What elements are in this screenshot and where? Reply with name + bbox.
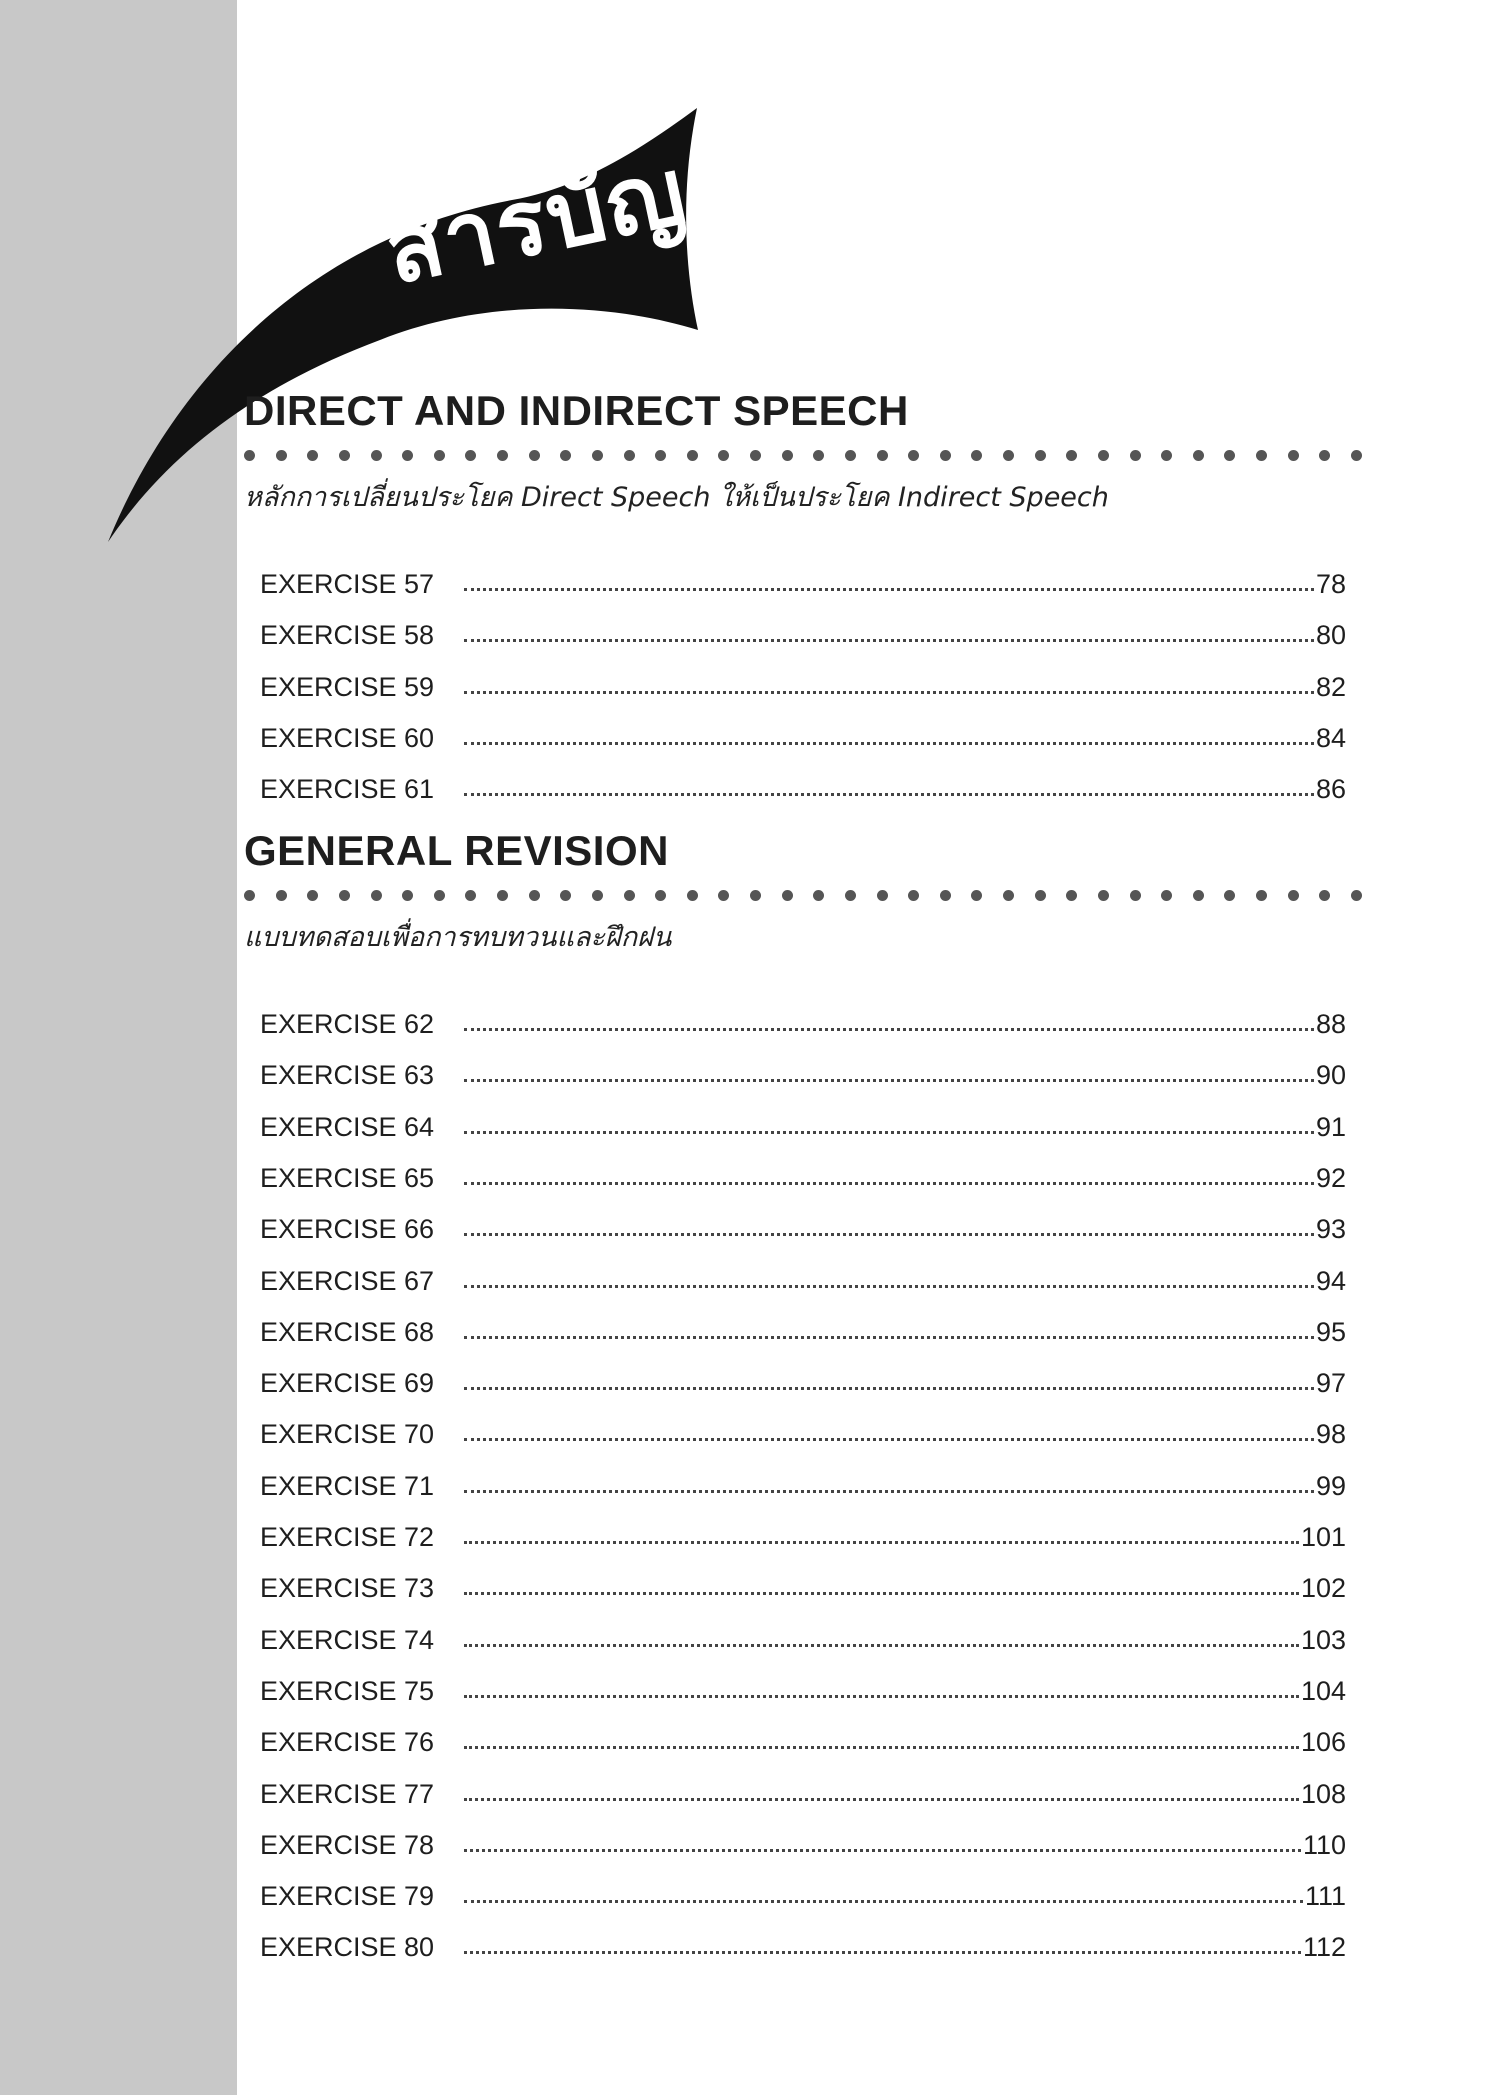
dot-leader [464,1951,1301,1954]
divider-dot [750,890,761,901]
toc-entry[interactable] [260,1564,1346,1604]
divider-dot [813,450,824,461]
dot-leader [464,1849,1301,1852]
toc-entry[interactable] [260,1051,1346,1091]
toc-entry[interactable] [260,1923,1346,1963]
dot-leader [464,1644,1299,1647]
divider-dot [624,450,635,461]
section-direct-indirect-speech [244,386,1364,805]
dot-leader [464,1438,1314,1441]
toc-entry-label: EXERCISE 63 [260,1060,435,1091]
divider-dot [339,890,350,901]
divider-dot [908,450,919,461]
divider-dot [560,450,571,461]
dot-leader [464,1028,1314,1031]
toc-entry[interactable] [260,1770,1346,1810]
divider-dot [276,450,287,461]
divider-dot [845,890,856,901]
toc-entry-page-number: 97 [1315,1368,1346,1399]
toc-entry-page-number: 111 [1304,1881,1346,1912]
divider-dot [465,890,476,901]
toc-entry-label: EXERCISE 72 [260,1522,435,1552]
toc-entry-label: EXERCISE 74 [260,1624,435,1655]
toc-entry-page-number: 93 [1315,1214,1346,1245]
divider-dot [655,890,666,901]
divider-dot [592,450,603,461]
toc-entry[interactable] [260,1154,1346,1194]
toc-entry-page-number: 104 [1300,1675,1346,1706]
dot-leader [464,1798,1299,1801]
toc-entry-label: EXERCISE 67 [260,1265,435,1296]
dot-divider [244,450,1362,464]
divider-dot [402,890,413,901]
divider-dot [940,450,951,461]
toc-entry[interactable] [260,1462,1346,1502]
divider-dot [813,890,824,901]
toc-entry-label: EXERCISE 65 [260,1162,435,1193]
toc-entry-label: EXERCISE 58 [260,620,435,651]
toc-entry-page-number: 106 [1300,1727,1346,1758]
divider-dot [1098,450,1109,461]
toc-entry[interactable] [260,1821,1346,1861]
toc-entry[interactable] [260,1359,1346,1399]
toc-entry-label: EXERCISE 73 [260,1573,435,1604]
toc-entry-label: EXERCISE 70 [260,1419,435,1450]
divider-dot [1130,450,1141,461]
divider-dot [339,450,350,461]
dot-leader [464,793,1314,796]
dot-divider [244,890,1362,904]
toc-entry-label: EXERCISE 68 [260,1316,435,1347]
toc-entry-label: EXERCISE 78 [260,1829,435,1860]
divider-dot [371,450,382,461]
divider-dot [1003,890,1014,901]
divider-dot [529,890,540,901]
toc-entry-label: EXERCISE 60 [260,722,435,753]
toc-entry-label: EXERCISE 76 [260,1727,435,1758]
divider-dot [718,450,729,461]
toc-entry-page-number: 88 [1315,1009,1346,1039]
divider-dot [465,450,476,461]
divider-dot [1003,450,1014,461]
divider-dot [1224,450,1235,461]
dot-leader [464,1131,1314,1134]
toc-entry[interactable] [260,1872,1346,1912]
dot-leader [464,1900,1303,1903]
dot-leader [464,1182,1314,1185]
dot-leader [464,1336,1314,1339]
divider-dot [940,890,951,901]
toc-entry[interactable] [260,714,1346,754]
toc-list [244,956,1364,1963]
divider-dot [434,890,445,901]
toc-entry-page-number: 95 [1315,1316,1346,1347]
divider-dot [560,890,571,901]
dot-leader [464,1746,1299,1749]
toc-entry-label: EXERCISE 80 [260,1932,435,1963]
toc-entry-page-number: 98 [1315,1419,1346,1450]
divider-dot [1161,450,1172,461]
toc-entry-page-number: 84 [1315,722,1346,753]
divider-dot [434,450,445,461]
toc-entry[interactable] [260,611,1346,651]
toc-entry-label: EXERCISE 64 [260,1111,435,1142]
toc-entry-page-number: 103 [1300,1624,1346,1655]
divider-dot [718,890,729,901]
divider-dot [1035,890,1046,901]
toc-entry-page-number: 94 [1315,1265,1346,1296]
toc-list [244,516,1364,805]
divider-dot [244,890,255,901]
toc-entry-label: EXERCISE 69 [260,1368,435,1399]
section-heading: DIRECT AND INDIRECT SPEECH [244,387,909,434]
toc-entry-label: EXERCISE 66 [260,1214,435,1245]
divider-dot [1066,450,1077,461]
toc-entry-label: EXERCISE 77 [260,1778,435,1809]
divider-dot [1351,450,1362,461]
toc-entry-page-number: 92 [1315,1162,1346,1193]
dot-leader [464,691,1314,694]
toc-banner-title: สารบัญ [376,137,696,306]
dot-leader [464,1695,1299,1698]
divider-dot [687,890,698,901]
divider-dot [1193,450,1204,461]
toc-entry-page-number: 86 [1315,774,1346,805]
toc-entry-page-number: 82 [1315,671,1346,702]
divider-dot [750,450,761,461]
toc-entry-page-number: 102 [1300,1573,1346,1604]
toc-entry-page-number: 99 [1315,1470,1346,1501]
divider-dot [244,450,255,461]
toc-entry-label: EXERCISE 75 [260,1675,435,1706]
toc-entry-page-number: 90 [1315,1060,1346,1091]
divider-dot [1224,890,1235,901]
dot-leader [464,1592,1299,1595]
divider-dot [1256,890,1267,901]
toc-entry[interactable] [260,1616,1346,1656]
section-general-revision [244,826,1364,1963]
divider-dot [782,450,793,461]
dot-leader [464,1387,1314,1390]
divider-dot [1319,450,1330,461]
dot-leader [464,742,1314,745]
divider-dot [1193,890,1204,901]
toc-entry[interactable] [260,1718,1346,1758]
toc-entry[interactable] [260,1205,1346,1245]
dot-leader [464,1079,1314,1082]
toc-entry-page-number: 110 [1302,1829,1346,1860]
divider-dot [971,450,982,461]
divider-dot [371,890,382,901]
divider-dot [276,890,287,901]
divider-dot [1351,890,1362,901]
toc-entry-label: EXERCISE 71 [260,1470,435,1501]
divider-dot [655,450,666,461]
section-subtitle: หลักการเปลี่ยนประโยค Direct Speech ให้เป็นประโยค Indirect Speech [244,482,1109,513]
toc-entry[interactable] [260,1257,1346,1297]
toc-entry-page-number: 108 [1300,1778,1346,1809]
divider-dot [592,890,603,901]
toc-entry-label: EXERCISE 59 [260,671,435,702]
toc-entry[interactable] [260,663,1346,703]
dot-leader [464,639,1314,642]
toc-entry-page-number: 78 [1315,569,1346,599]
divider-dot [687,450,698,461]
divider-dot [1098,890,1109,901]
toc-entry-page-number: 101 [1300,1522,1346,1552]
divider-dot [877,890,888,901]
dot-leader [464,588,1314,591]
toc-entry[interactable] [260,1000,1346,1040]
toc-entry-page-number: 80 [1315,620,1346,651]
section-heading: GENERAL REVISION [244,827,669,874]
divider-dot [877,450,888,461]
divider-dot [1130,890,1141,901]
toc-entry[interactable] [260,560,1346,600]
toc-entry[interactable] [260,1308,1346,1348]
toc-entry[interactable] [260,1103,1346,1143]
toc-entry-label: EXERCISE 57 [260,569,435,599]
divider-dot [1256,450,1267,461]
divider-dot [1035,450,1046,461]
toc-entry-page-number: 112 [1302,1932,1346,1963]
toc-entry-page-number: 91 [1315,1111,1346,1142]
divider-dot [497,450,508,461]
divider-dot [624,890,635,901]
divider-dot [402,450,413,461]
toc-entry[interactable] [260,1410,1346,1450]
divider-dot [497,890,508,901]
toc-entry[interactable] [260,1513,1346,1553]
dot-leader [464,1541,1299,1544]
dot-leader [464,1490,1314,1493]
dot-leader [464,1233,1314,1236]
divider-dot [782,890,793,901]
divider-dot [1288,450,1299,461]
divider-dot [908,890,919,901]
divider-dot [529,450,540,461]
toc-entry[interactable] [260,765,1346,805]
divider-dot [1161,890,1172,901]
toc-entry-label: EXERCISE 62 [260,1009,435,1039]
divider-dot [971,890,982,901]
toc-entry[interactable] [260,1667,1346,1707]
divider-dot [1288,890,1299,901]
divider-dot [307,890,318,901]
divider-dot [1066,890,1077,901]
toc-entry-label: EXERCISE 61 [260,774,435,805]
divider-dot [307,450,318,461]
dot-leader [464,1285,1314,1288]
divider-dot [1319,890,1330,901]
divider-dot [845,450,856,461]
toc-entry-label: EXERCISE 79 [260,1881,435,1912]
section-subtitle: แบบทดสอบเพื่อการทบทวนและฝึกฝน [244,922,672,953]
